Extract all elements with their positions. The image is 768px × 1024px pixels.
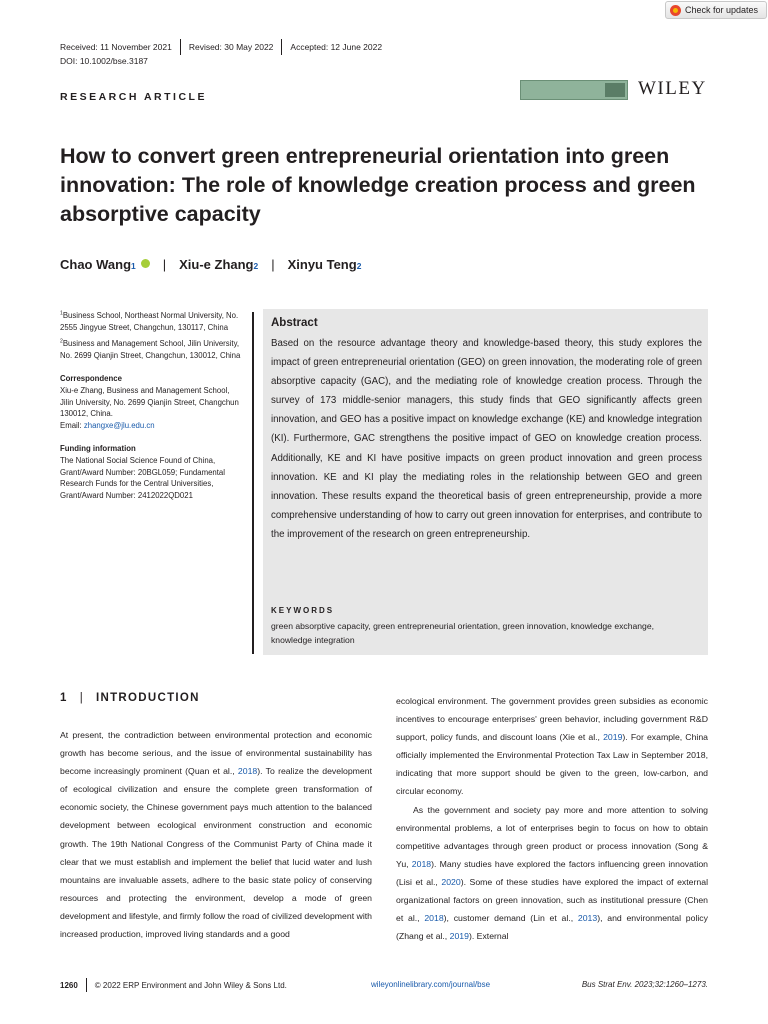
section-title: INTRODUCTION: [96, 692, 200, 704]
body-column-left: At present, the contradiction between environmental protection and economic growth has become serious, and the issue of environmental sustainability has become increasingly prominent (Quan et al., 2018). To realize the development of ecological civilization and ensure the complete green transformation of economic society, the Chinese government pays much attention to the balanced development between ecological environment construction and economic growth. The 19th National Congress of the Communist Party of China made it clear that we must establish and implement the belief that lucid water and lush mountains are invaluable assets, adhere to the basic state policy of conserving resources and protecting the environment, develop a mode of green development and lifestyle, and firmly follow the road of civilized development with increased production, improved living standards and a good: [60, 730, 372, 940]
revised-date: Revised: 30 May 2022: [188, 42, 274, 52]
journal-logo: [520, 80, 628, 100]
journal-url-link[interactable]: wileyonlinelibrary.com/journal/bse: [371, 980, 491, 989]
article-info-sidebar: [60, 310, 245, 501]
journal-logo-graphic: [605, 83, 625, 97]
correspondence-text: Xiu-e Zhang, Business and Management School, Jilin University, No. 2699 Qianjin Street, Changchun 130012, China. Email: zhangxe@jlu.edu.cn: [60, 385, 239, 430]
received-date: Received: 11 November 2021: [60, 42, 172, 52]
citation-link[interactable]: 2020: [441, 876, 461, 887]
divider: [86, 978, 87, 992]
author-separator: |: [271, 257, 275, 272]
publisher-logo: WILEY: [638, 78, 707, 99]
section-heading: [60, 692, 200, 704]
citation-link[interactable]: 2019: [449, 931, 469, 942]
sidebar-divider: [252, 312, 254, 654]
check-for-updates-label: Check for updates: [685, 5, 759, 15]
check-for-updates-button[interactable]: [665, 1, 767, 19]
body-column-right: [396, 692, 708, 945]
affiliation-2: $^2$Business and Management School, Jilin University, No. 2699 Qianjin Street, Changchun, 130012, China: [60, 338, 241, 360]
page-number: 1260: [60, 980, 78, 990]
keywords-heading: KEYWORDS: [271, 606, 335, 615]
author-separator: |: [162, 257, 167, 272]
orcid-icon[interactable]: [141, 259, 150, 268]
article-dates: [60, 39, 382, 55]
abstract-heading: Abstract: [271, 317, 318, 329]
affiliation-1: $^1$Business School, Northeast Normal University, No. 2555 Jingyue Street, Changchun, 130117, China: [60, 310, 239, 332]
author-list: Chao Wang 1 | Xiu-e Zhang 2 | Xinyu Teng 2: [60, 257, 362, 272]
paragraph: ecological environment. The government provides green subsidies as economic incentives to encourage enterprises' green behavior, including government R&D support, policy funds, and discount loans (Xie et al., 2019). For example, China officially implemented the Environmental Protection Tax Law in September 2018, indicating that more support should be given to the green, low-carbon, and circular economy.: [396, 696, 708, 797]
divider: [180, 39, 181, 55]
article-type: RESEARCH ARTICLE: [60, 91, 207, 103]
doi: DOI: 10.1002/bse.3187: [60, 56, 148, 66]
funding-text: The National Social Science Found of China, Grant/Award Number: 20BGL059; Fundamental Research Funds for the Central Universities, Grant/Award Number: 2412022QD021: [60, 455, 225, 500]
citation-link[interactable]: 2018: [237, 766, 258, 777]
correspondence-email-link[interactable]: zhangxe@jlu.edu.cn: [83, 420, 155, 430]
article-title: How to convert green entrepreneurial orientation into green innovation: The role of knowledge creation process and green absorptive capacity: [60, 144, 696, 226]
crossmark-icon: [670, 5, 681, 16]
citation-link[interactable]: 2018: [411, 858, 432, 869]
correspondence-heading: Correspondence: [60, 374, 122, 384]
citation-link[interactable]: 2013: [577, 913, 598, 924]
citation-link[interactable]: 2019: [603, 732, 623, 743]
abstract-text: Based on the resource advantage theory and knowledge-based theory, this study explores the impact of green entrepreneurial orientation (GEO) on green innovation, the moderating role of green absorptive capacity (GAC), and the mediating role of knowledge creation process. Through the survey of 173 middle-senior managers, this study finds that GEO significantly affects green innovation, and GEO has a positive impact on knowledge exchange (KE) and knowledge integration (KI). Furthermore, GAC strengthens the positive impact of GEO on knowledge creation process. Additionally, KE and KI have positive impacts on green product innovation and green process innovation. KE and KI play the mediating roles in the relationship between GEO and green innovation. These results expand the theoretical basis of green entrepreneurship, provide a more comprehensive understanding of how to carry out green innovation for enterprises, and contribute to the improvement of the research on green entrepreneurship.: [271, 338, 702, 540]
keywords-text: green absorptive capacity, green entrepreneurial orientation, green innovation, knowledge exchange, knowledge integration: [271, 621, 654, 645]
citation-link[interactable]: 2018: [424, 913, 444, 924]
accepted-date: Accepted: 12 June 2022: [290, 42, 383, 52]
paragraph: As the government and society pay more and more attention to solving environmental problems, a lot of enterprises begin to focus on how to obtain competitive advantages through green product or process innovation (Song & Yu, 2018). Many studies have explored the factors influencing green innovation (Lisi et al., 2020). Some of these studies have explored the impact of external organizational factors on green innovation, such as institutional pressure (Chen et al., 2018), customer demand (Lin et al., 2013), and environmental policy (Zhang et al., 2019). External: [396, 804, 708, 942]
section-separator: |: [79, 692, 84, 704]
author-name[interactable]: Xiu-e Zhang: [179, 257, 254, 272]
author-name[interactable]: Xinyu Teng: [287, 257, 357, 272]
funding-heading: Funding information: [60, 444, 136, 454]
author-name[interactable]: Chao Wang: [60, 257, 132, 272]
divider: [281, 39, 282, 55]
journal-citation: Bus Strat Env. 2023;32:1260–1273.: [581, 980, 708, 989]
section-number: 1: [60, 692, 68, 704]
copyright: © 2022 ERP Environment and John Wiley & Sons Ltd.: [94, 980, 287, 990]
